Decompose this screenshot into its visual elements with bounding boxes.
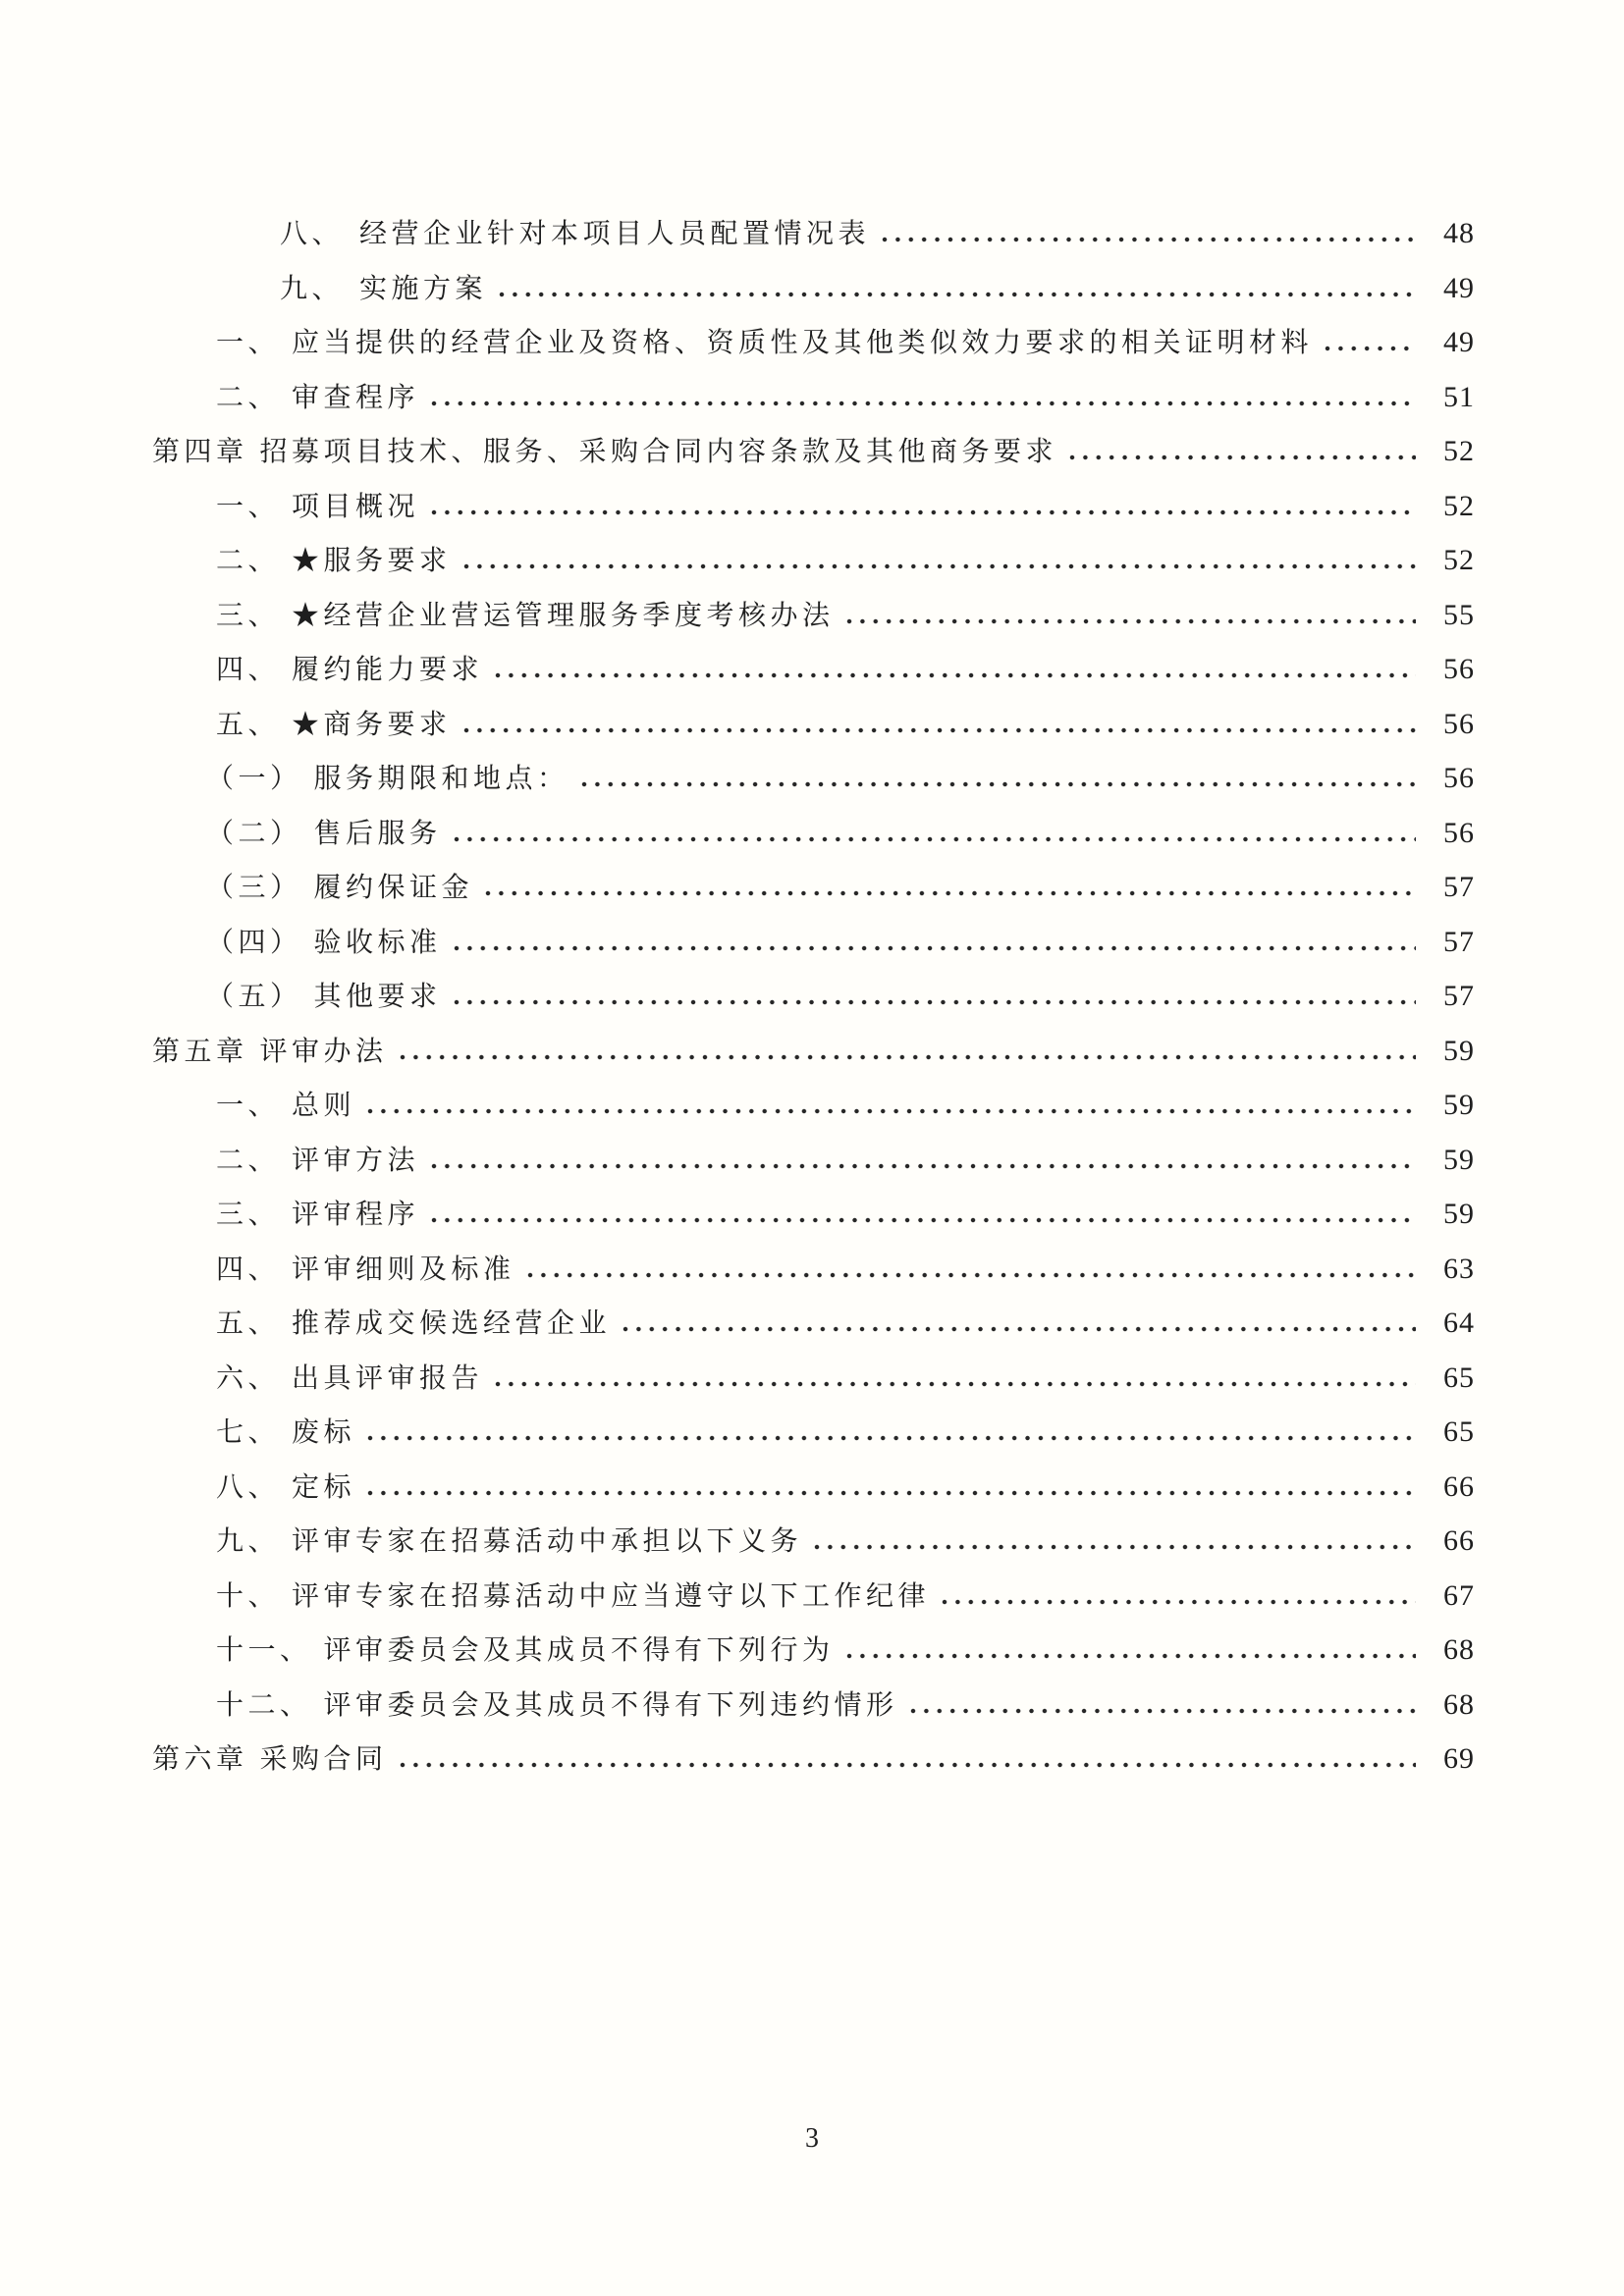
toc-entry[interactable] xyxy=(152,968,1475,1023)
toc-entry-number: 一、 xyxy=(216,491,281,522)
toc-entry-number: 七、 xyxy=(216,1417,281,1448)
toc-entry-number: 六、 xyxy=(216,1362,281,1394)
dot-leader xyxy=(400,1054,1416,1060)
dot-leader xyxy=(495,672,1416,678)
dot-leader xyxy=(367,1435,1416,1441)
dot-leader xyxy=(431,1217,1416,1223)
dot-leader xyxy=(463,563,1416,569)
toc-entry-label: 废标 xyxy=(292,1417,356,1448)
toc-entry-page: 69 xyxy=(1443,1742,1475,1775)
toc-entry-page: 63 xyxy=(1443,1252,1475,1285)
dot-leader xyxy=(463,727,1416,733)
dot-leader xyxy=(527,1272,1416,1278)
toc-entry-label: 其他要求 xyxy=(313,982,442,1012)
toc-entry[interactable] xyxy=(152,1023,1475,1078)
toc-entry[interactable] xyxy=(152,696,1475,751)
toc-entry-label: 项目概况 xyxy=(292,491,420,522)
toc-entry[interactable] xyxy=(152,1132,1475,1187)
toc-entry[interactable] xyxy=(152,260,1475,315)
toc-entry-label: 评审细则及标准 xyxy=(292,1254,515,1285)
toc-entry[interactable] xyxy=(152,641,1475,696)
page-footer xyxy=(0,2122,1624,2156)
toc-entry-number: 三、 xyxy=(216,600,281,631)
toc-entry[interactable] xyxy=(152,423,1475,478)
dot-leader xyxy=(882,237,1416,242)
toc-entry-number: 第四章 xyxy=(152,437,248,467)
toc-entry-label: 招募项目技术、服务、采购合同内容条款及其他商务要求 xyxy=(259,437,1058,467)
toc-entry[interactable] xyxy=(152,1350,1475,1405)
toc-entry-label: 实施方案 xyxy=(359,273,488,304)
toc-entry-label: ★商务要求 xyxy=(292,709,452,740)
toc-entry-number: 五、 xyxy=(216,709,281,740)
toc-entry[interactable] xyxy=(152,805,1475,860)
toc-entry-number: （二） xyxy=(206,818,302,849)
toc-entry-number: 一、 xyxy=(216,328,281,358)
dot-leader xyxy=(367,1490,1416,1496)
toc-entry-number: 十、 xyxy=(216,1580,281,1612)
toc-entry[interactable] xyxy=(152,314,1475,369)
toc-entry-label: 总则 xyxy=(292,1091,356,1121)
toc-entry[interactable] xyxy=(152,750,1475,805)
toc-entry-page: 59 xyxy=(1443,1034,1475,1067)
toc-entry-label: 评审委员会及其成员不得有下列违约情形 xyxy=(323,1689,898,1721)
toc-entry-page: 59 xyxy=(1443,1143,1475,1176)
toc-entry-page: 52 xyxy=(1443,544,1475,576)
toc-entry-label: 定标 xyxy=(292,1471,356,1503)
dot-leader xyxy=(910,1708,1416,1714)
toc-entry[interactable] xyxy=(152,1731,1475,1786)
toc-entry-page: 66 xyxy=(1443,1469,1475,1503)
toc-entry-page: 52 xyxy=(1443,489,1475,522)
dot-leader xyxy=(814,1544,1416,1550)
toc-entry-page: 68 xyxy=(1443,1687,1475,1721)
toc-entry[interactable] xyxy=(152,1295,1475,1350)
toc-entry[interactable] xyxy=(152,914,1475,969)
toc-entry-label: 经营企业针对本项目人员配置情况表 xyxy=(359,219,871,249)
dot-leader xyxy=(367,1108,1416,1114)
toc-entry-page: 56 xyxy=(1443,816,1475,849)
toc-entry-label: 推荐成交候选经营企业 xyxy=(292,1308,612,1339)
toc-entry-page: 48 xyxy=(1443,217,1475,249)
toc-entry-page: 65 xyxy=(1443,1415,1475,1448)
toc-entry-number: （五） xyxy=(206,982,302,1012)
toc-entry-label: 售后服务 xyxy=(313,818,442,849)
toc-entry-number: 四、 xyxy=(216,655,281,685)
toc-entry-page: 57 xyxy=(1443,871,1475,903)
toc-entry-label: 评审办法 xyxy=(259,1036,388,1067)
toc-entry-number: 二、 xyxy=(216,382,281,413)
dot-leader xyxy=(431,400,1416,406)
toc-entry[interactable] xyxy=(152,478,1475,533)
toc-entry-label: 评审委员会及其成员不得有下列行为 xyxy=(323,1635,835,1666)
toc-entry-label: 出具评审报告 xyxy=(292,1362,484,1394)
toc-entry-label: 评审专家在招募活动中应当遵守以下工作纪律 xyxy=(292,1580,931,1612)
dot-leader xyxy=(499,292,1416,297)
toc-entry[interactable] xyxy=(152,1241,1475,1296)
toc-entry-page: 56 xyxy=(1443,707,1475,740)
dot-leader xyxy=(454,945,1416,951)
dot-leader xyxy=(846,618,1416,624)
toc-entry[interactable] xyxy=(152,205,1475,260)
toc-entry-page: 57 xyxy=(1443,980,1475,1012)
toc-entry[interactable] xyxy=(152,1404,1475,1459)
toc-entry-label: ★经营企业营运管理服务季度考核办法 xyxy=(292,600,835,631)
dot-leader xyxy=(431,509,1416,515)
toc-entry-number: 三、 xyxy=(216,1200,281,1230)
toc-entry-page: 49 xyxy=(1443,271,1475,304)
toc-entry-number: 九、 xyxy=(280,273,345,304)
toc-entry-number: 二、 xyxy=(216,546,281,576)
toc-entry-number: 一、 xyxy=(216,1091,281,1121)
toc-entry-label: 评审方法 xyxy=(292,1145,420,1176)
toc-entry-number: 十一、 xyxy=(216,1635,312,1666)
toc-entry-number: （四） xyxy=(206,927,302,958)
toc-entry-page: 56 xyxy=(1443,653,1475,685)
dot-leader xyxy=(454,836,1416,842)
toc-entry-label: 履约保证金 xyxy=(313,873,474,903)
toc-entry-number: （一） xyxy=(206,764,302,794)
toc-entry-number: （三） xyxy=(206,873,302,903)
toc-entry[interactable] xyxy=(152,1186,1475,1241)
dot-leader xyxy=(431,1163,1416,1169)
toc-entry[interactable] xyxy=(152,1622,1475,1677)
dot-leader xyxy=(454,999,1416,1005)
toc-entry-page: 55 xyxy=(1443,598,1475,631)
toc-entry[interactable] xyxy=(152,587,1475,642)
toc-entry[interactable] xyxy=(152,532,1475,587)
toc-entry[interactable] xyxy=(152,1568,1475,1623)
toc-entry-page: 49 xyxy=(1443,326,1475,358)
toc-entry-page: 56 xyxy=(1443,762,1475,794)
toc-entry-page: 59 xyxy=(1443,1198,1475,1230)
toc-entry[interactable] xyxy=(152,1513,1475,1568)
toc-entry-page: 64 xyxy=(1443,1307,1475,1339)
toc-entry-number: 八、 xyxy=(280,219,345,249)
toc-entry-page: 51 xyxy=(1443,380,1475,413)
toc-entry-number: 五、 xyxy=(216,1308,281,1339)
toc-entry-label: 应当提供的经营企业及资格、资质性及其他类似效力要求的相关证明材料 xyxy=(292,328,1314,358)
dot-leader xyxy=(485,890,1416,896)
toc-entry-page: 68 xyxy=(1443,1633,1475,1666)
toc-entry-number: 二、 xyxy=(216,1145,281,1176)
toc-entry-page: 67 xyxy=(1443,1578,1475,1612)
toc-entry-page: 57 xyxy=(1443,925,1475,958)
toc-entry[interactable] xyxy=(152,1677,1475,1732)
dot-leader xyxy=(400,1762,1416,1768)
toc-entry[interactable] xyxy=(152,1459,1475,1514)
toc-entry-number: 十二、 xyxy=(216,1689,312,1721)
toc-list xyxy=(152,205,1475,1786)
toc-entry-page: 52 xyxy=(1443,435,1475,467)
toc-entry-number: 第六章 xyxy=(152,1744,248,1775)
toc-entry-label: 验收标准 xyxy=(313,927,442,958)
dot-leader xyxy=(846,1653,1416,1659)
dot-leader xyxy=(1069,454,1416,460)
toc-entry-page: 66 xyxy=(1443,1524,1475,1557)
footer-page-number: 3 xyxy=(805,2123,819,2154)
toc-entry-label: ★服务要求 xyxy=(292,546,452,576)
dot-leader xyxy=(581,781,1416,787)
dot-leader xyxy=(495,1381,1416,1387)
dot-leader xyxy=(1325,346,1416,351)
toc-entry-label: 服务期限和地点： xyxy=(313,764,569,794)
dot-leader xyxy=(623,1326,1416,1332)
toc-entry-label: 履约能力要求 xyxy=(292,655,484,685)
toc-entry-label: 审查程序 xyxy=(292,382,420,413)
toc-entry-number: 八、 xyxy=(216,1471,281,1503)
toc-entry[interactable] xyxy=(152,1077,1475,1132)
toc-entry-number: 四、 xyxy=(216,1254,281,1285)
toc-entry-page: 59 xyxy=(1443,1089,1475,1121)
toc-entry-number: 第五章 xyxy=(152,1036,248,1067)
dot-leader xyxy=(942,1599,1416,1605)
toc-entry[interactable] xyxy=(152,859,1475,914)
toc-entry[interactable] xyxy=(152,369,1475,424)
toc-entry-page: 65 xyxy=(1443,1361,1475,1394)
toc-entry-label: 采购合同 xyxy=(259,1744,388,1775)
toc-entry-label: 评审程序 xyxy=(292,1200,420,1230)
toc-entry-number: 九、 xyxy=(216,1526,281,1557)
toc-entry-label: 评审专家在招募活动中承担以下义务 xyxy=(292,1526,803,1557)
